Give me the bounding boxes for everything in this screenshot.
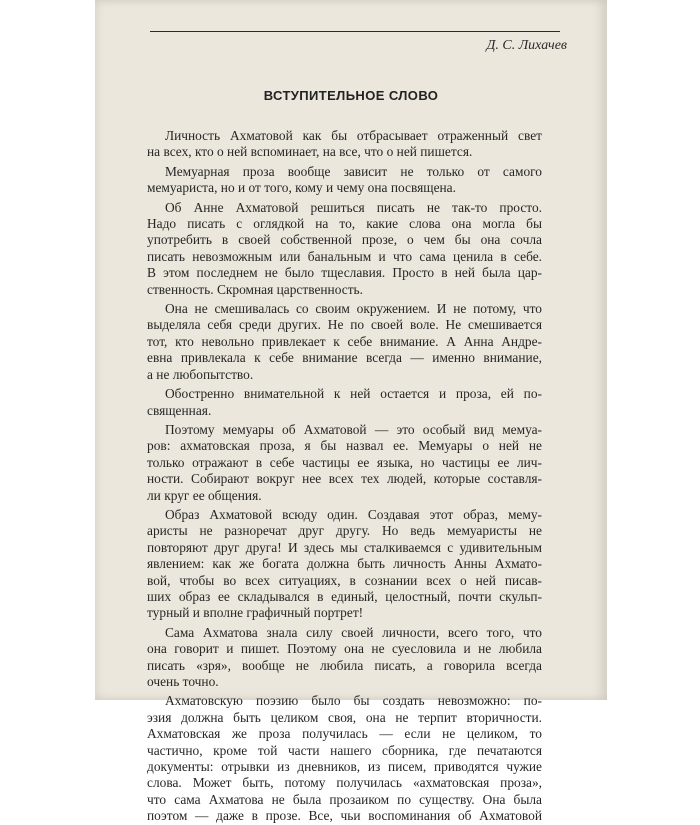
text-line: Образ Ахматовой всюду один. Создавая этот образ, мему- bbox=[165, 506, 542, 522]
text-line: эзия должна быть целиком своя, она не терпит вторичности. bbox=[147, 709, 542, 725]
text-line: частично, кроме той части нашего сборника, где печатаются bbox=[147, 742, 542, 758]
text-line: Личность Ахматовой как бы отбрасывает отраженный свет bbox=[165, 128, 542, 143]
text-line: употребить в своей собственной прозе, о чем бы она сочла bbox=[147, 232, 542, 248]
text-line: В этом последнем не было тщеславия. Просто в ней была цар- bbox=[147, 265, 542, 281]
text-line: слова. Может быть, потому получилась «ахматовская проза», bbox=[147, 775, 542, 791]
text-line: явлением: как же богата должна быть личность Анны Ахмато- bbox=[147, 556, 542, 572]
text-line: писать невозможным или банальным и что сама ценила в себе. bbox=[147, 248, 542, 264]
text-line: мемуариста, но и от того, кому и чему она посвящена. bbox=[147, 180, 456, 196]
text-line: евна привлекала к себе внимание всегда — именно внимание, bbox=[147, 350, 542, 366]
text-line: турный и вполне графичный портрет! bbox=[147, 605, 364, 621]
running-head-author: Д. С. Лихачев bbox=[486, 38, 567, 53]
text-line: ли круг ее общения. bbox=[147, 487, 262, 503]
text-line: ственность. Скромная царственность. bbox=[147, 281, 364, 297]
text-line: поэтом — даже в прозе. Все, чьи воспоминания об Ахматовой bbox=[147, 808, 542, 824]
body-text bbox=[147, 128, 542, 825]
text-line: Поэтому мемуары об Ахматовой — это особый вид мемуа- bbox=[165, 421, 542, 437]
text-line: Ахматовскую поэзию было бы создать невозможно: по- bbox=[165, 693, 542, 709]
text-line: Обостренно внимательной к ней остается и проза, ей по- bbox=[165, 386, 542, 402]
text-line: выделяла себя среди других. Не по своей воле. Не смешивается bbox=[147, 317, 542, 333]
book-page bbox=[95, 0, 607, 824]
text-line: ших образ ее складывался в единый, целостный, почти скульп- bbox=[147, 588, 542, 604]
text-line: документы: отрывки из дневников, из писем, приводятся чужие bbox=[147, 759, 542, 775]
text-line: Мемуарная проза вообще зависит не только от самого bbox=[165, 163, 542, 179]
text-line: ров: ахматовская проза, я бы назвал ее. Мемуары о ней не bbox=[147, 438, 542, 454]
text-line: аристы не разноречат друг другу. Но ведь мемуаристы не bbox=[147, 523, 542, 539]
text-line: вой, чтобы во всех ситуациях, в сознании всех о ней писав- bbox=[147, 572, 542, 588]
text-line: священная. bbox=[147, 402, 212, 418]
text-line: тот, кто невольно привлекает к себе внимание. А Анна Андре- bbox=[147, 333, 542, 349]
text-line: Она не смешивалась со своим окружением. И не потому, что bbox=[165, 301, 542, 317]
text-line: Сама Ахматова знала силу своей личности, всего того, что bbox=[165, 624, 542, 640]
text-line: ности. Собирают вокруг нее всех тех людей, которые составля- bbox=[147, 471, 542, 487]
chapter-title: ВСТУПИТЕЛЬНОЕ СЛОВО bbox=[263, 88, 439, 103]
text-line: повторяют друг друга! И здесь мы сталкиваемся с удивительным bbox=[147, 539, 542, 555]
text-line: очень точно. bbox=[147, 674, 219, 689]
text-line: она говорит и пишет. Поэтому она не суесловила и не любила bbox=[147, 641, 542, 657]
text-line: на всех, кто о ней вспоминает, на все, что о ней пишется. bbox=[147, 144, 473, 160]
text-line: писать «зря», вообще не любила писать, а говорила всегда bbox=[147, 657, 542, 673]
text-line: Об Анне Ахматовой решиться писать не так-то просто. bbox=[165, 199, 542, 215]
text-line: Надо писать с оглядкой на то, какие слова она могла бы bbox=[147, 216, 542, 232]
header-rule bbox=[150, 31, 560, 32]
text-line: а не любопытство. bbox=[147, 366, 254, 382]
text-line: только отражают в себе частицы ее языка, но частицы ее лич- bbox=[147, 454, 542, 470]
text-line: что сама Ахматова не была прозаиком по существу. Она была bbox=[147, 791, 542, 807]
text-line: Ахматовская же проза получилась — если не целиком, то bbox=[147, 726, 542, 742]
